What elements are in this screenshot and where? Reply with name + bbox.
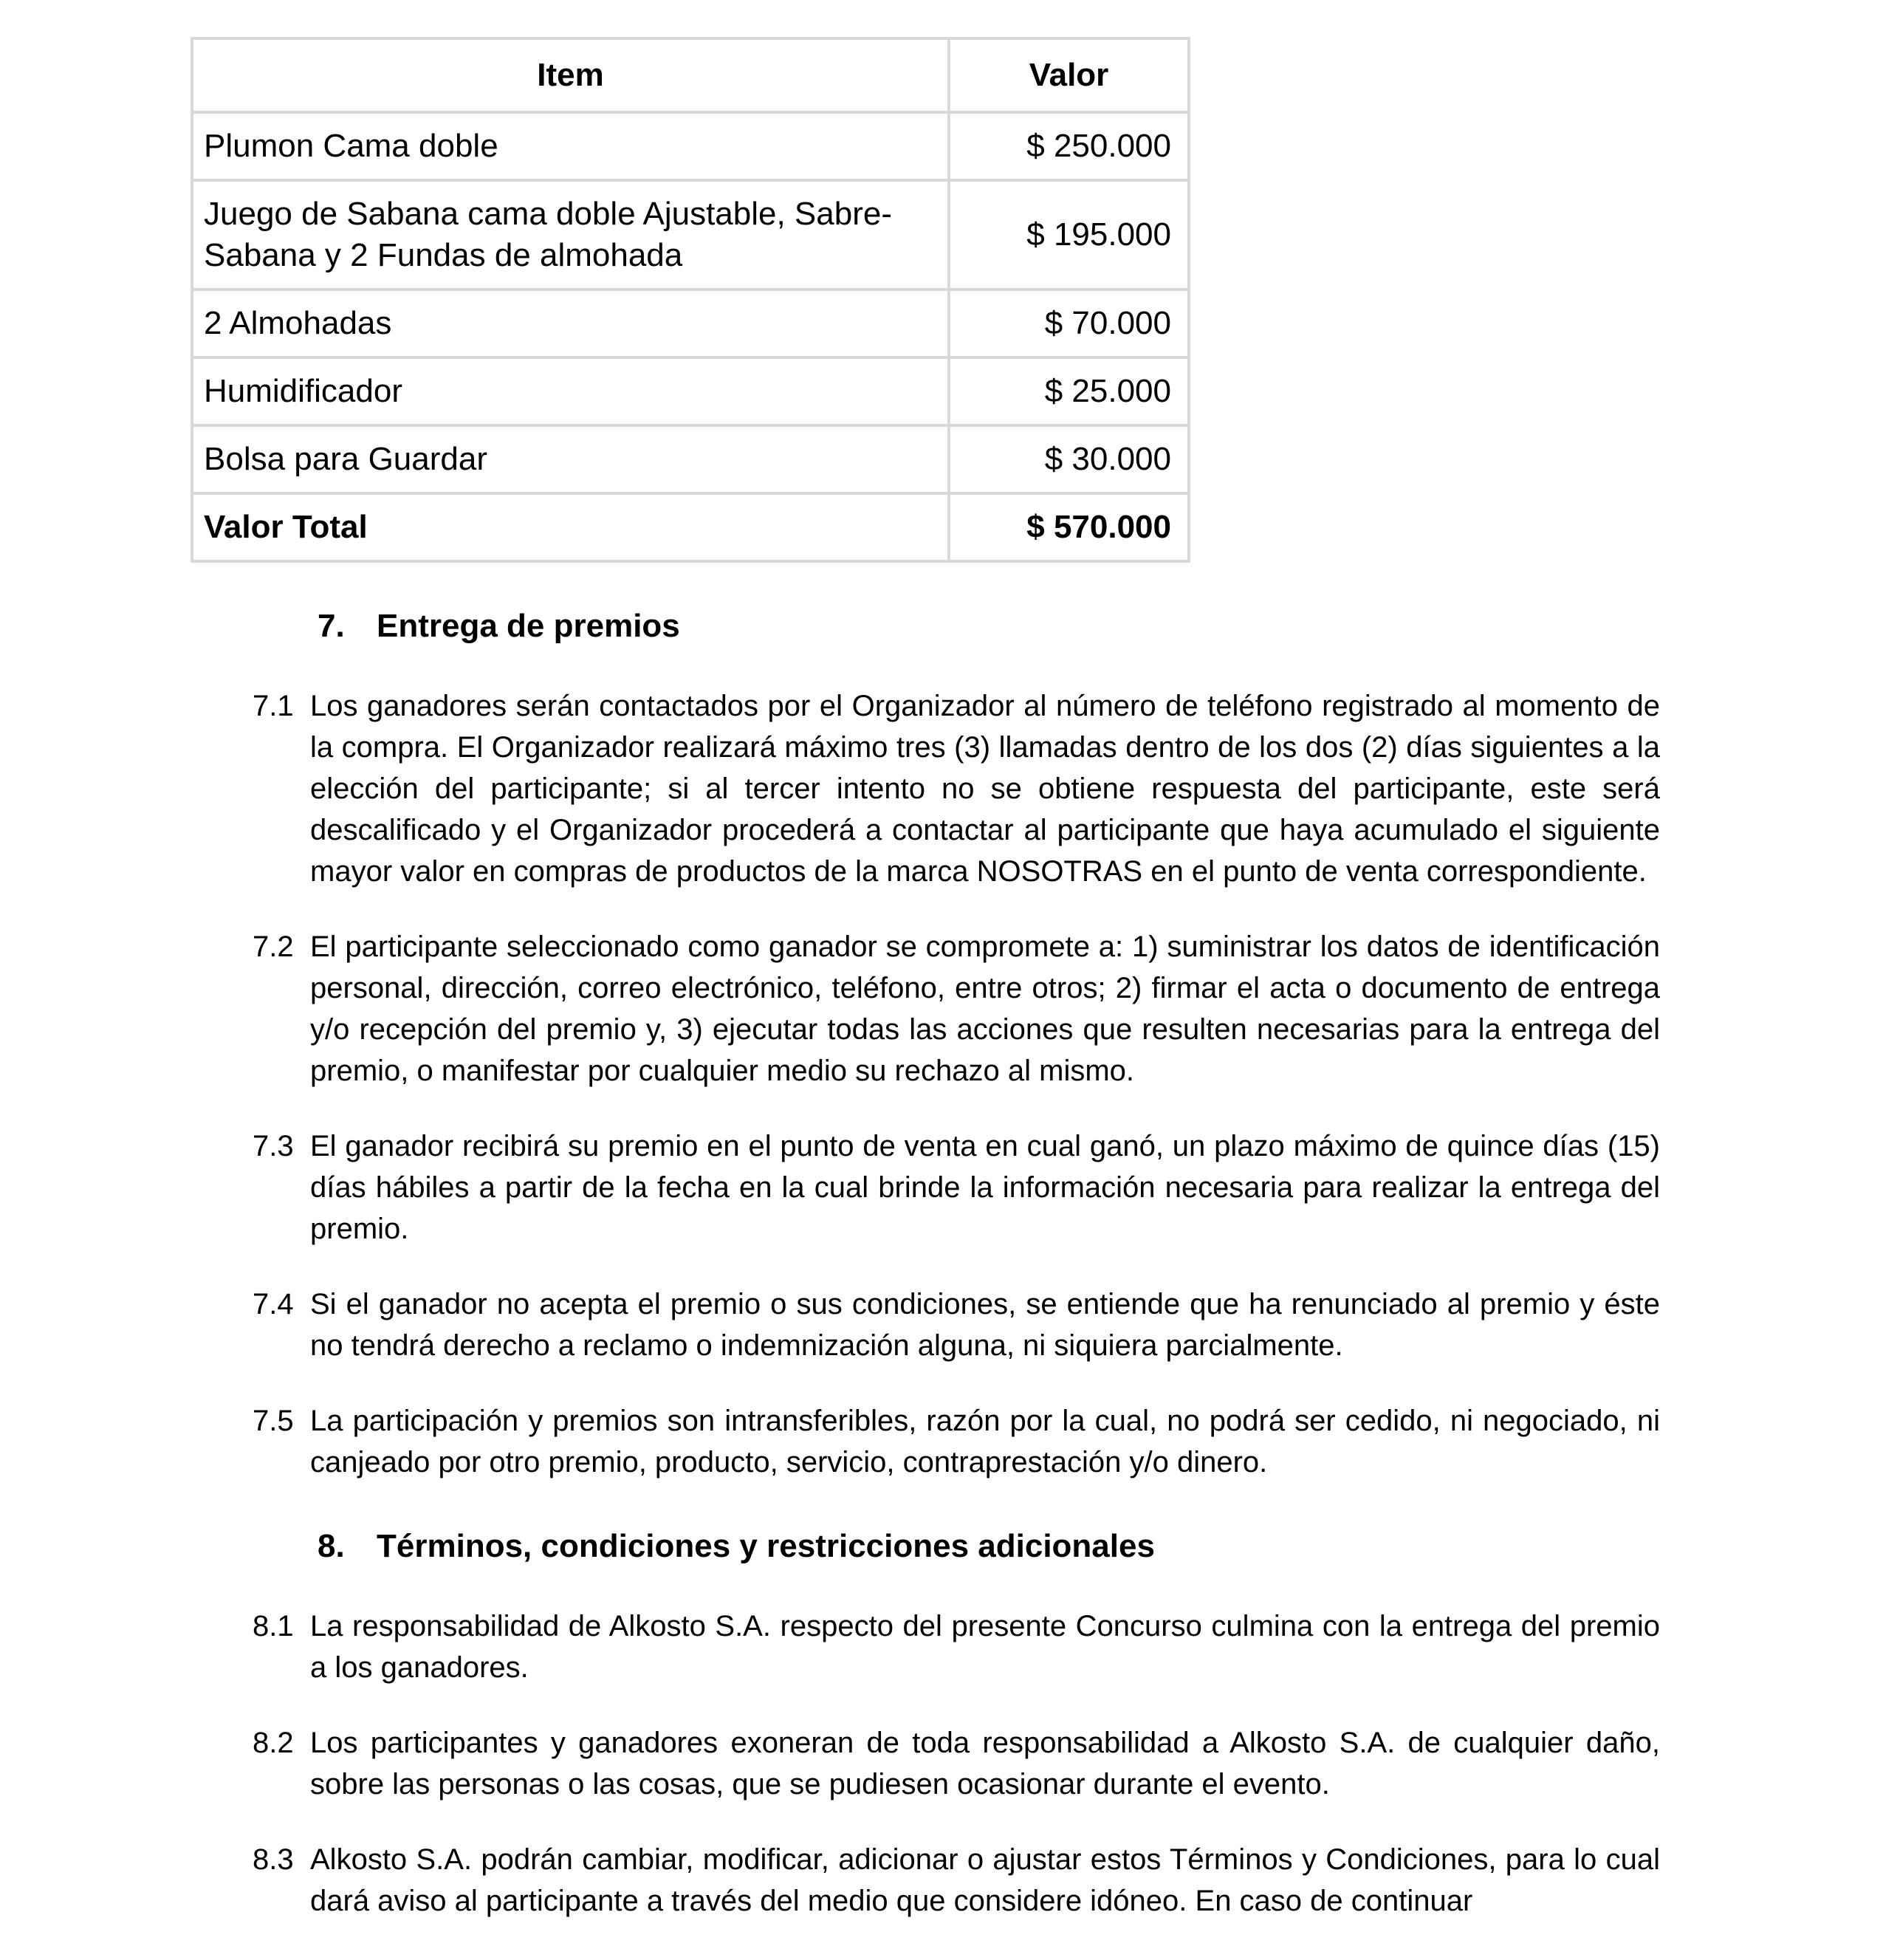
clause-text: Los ganadores serán contactados por el Organizador al número de teléfono registrado al momento de la compra. El Organizador realizará máximo tres (3) llamadas dentro de los dos (2) días siguientes a la elección del participante; si al tercer intento no se obtiene respuesta del participante, este será descalificado y el Organizador procederá a contactar al participante que haya acumulado el siguiente mayor valor en compras de productos de la marca NOSOTRAS en el punto de venta correspondiente.	[310, 690, 1660, 888]
clause-number: 8.3	[253, 1843, 294, 1876]
clause-7-5	[253, 1400, 1660, 1483]
total-value: $ 570.000	[949, 493, 1189, 561]
clause-7-1	[253, 685, 1660, 892]
clause-number: 8.1	[253, 1610, 294, 1642]
clause-7-2	[253, 926, 1660, 1092]
clause-text: Si el ganador no acepta el premio o sus condiciones, se entiende que ha renunciado al premio y éste no tendrá derecho a reclamo o indemnización alguna, ni siquiera parcialmente.	[310, 1288, 1660, 1362]
section-number: 7.	[318, 608, 345, 644]
item-value: $ 250.000	[949, 112, 1189, 180]
clause-number: 7.3	[253, 1130, 294, 1162]
clause-8-2	[253, 1722, 1660, 1805]
clause-text: El participante seleccionado como ganador se compromete a: 1) suministrar los datos de identificación personal, dirección, correo electrónico, teléfono, entre otros; 2) firmar el acta o documento de entrega y/o recepción del premio y, 3) ejecutar todas las acciones que resulten necesarias para la entrega del premio, o manifestar por cualquier medio su rechazo al mismo.	[310, 931, 1660, 1087]
table-total-row	[192, 493, 1189, 561]
item-name: 2 Almohadas	[192, 289, 949, 357]
table-row	[192, 180, 1189, 289]
clause-number: 7.5	[253, 1405, 294, 1437]
prize-table	[191, 37, 1190, 563]
clause-text: La participación y premios son intransferibles, razón por la cual, no podrá ser cedido, ni negociado, ni canjeado por otro premio, producto, servicio, contraprestación y/o dinero.	[310, 1405, 1660, 1478]
item-name: Plumon Cama doble	[192, 112, 949, 180]
table-row	[192, 112, 1189, 180]
table-header-row	[192, 38, 1189, 112]
section-title: Entrega de premios	[377, 608, 680, 644]
item-name: Juego de Sabana cama doble Ajustable, Sabre-Sabana y 2 Fundas de almohada	[192, 180, 949, 289]
column-header-item: Item	[192, 38, 949, 112]
total-label: Valor Total	[192, 493, 949, 561]
column-header-valor: Valor	[949, 38, 1189, 112]
clause-number: 7.2	[253, 931, 294, 963]
document-body	[253, 606, 1660, 1922]
item-value: $ 30.000	[949, 425, 1189, 493]
clause-text: La responsabilidad de Alkosto S.A. respecto del presente Concurso culmina con la entrega del premio a los ganadores.	[310, 1610, 1660, 1684]
table-row	[192, 425, 1189, 493]
table-row	[192, 357, 1189, 425]
section-title: Términos, condiciones y restricciones adicionales	[377, 1528, 1155, 1564]
section-heading-7	[253, 606, 1660, 647]
item-name: Humidificador	[192, 357, 949, 425]
clause-8-1	[253, 1606, 1660, 1688]
section-number: 8.	[318, 1528, 345, 1564]
clause-number: 7.4	[253, 1288, 294, 1320]
item-value: $ 70.000	[949, 289, 1189, 357]
clause-number: 7.1	[253, 690, 294, 722]
item-value: $ 25.000	[949, 357, 1189, 425]
clause-text: Los participantes y ganadores exoneran de toda responsabilidad a Alkosto S.A. de cualquier daño, sobre las personas o las cosas, que se pudiesen ocasionar durante el evento.	[310, 1727, 1660, 1800]
table-row	[192, 289, 1189, 357]
clause-7-3	[253, 1125, 1660, 1250]
item-name: Bolsa para Guardar	[192, 425, 949, 493]
clause-text: El ganador recibirá su premio en el punto de venta en cual ganó, un plazo máximo de quince días (15) días hábiles a partir de la fecha en la cual brinde la información necesaria para realizar la entrega del premio.	[310, 1130, 1660, 1245]
item-value: $ 195.000	[949, 180, 1189, 289]
clause-8-3	[253, 1839, 1660, 1922]
clause-number: 8.2	[253, 1727, 294, 1759]
clause-7-4	[253, 1284, 1660, 1366]
clause-text: Alkosto S.A. podrán cambiar, modificar, adicionar o ajustar estos Términos y Condiciones, para lo cual dará aviso al participante a través del medio que considere idóneo. En caso de continuar	[310, 1843, 1660, 1917]
section-heading-8	[253, 1526, 1660, 1567]
